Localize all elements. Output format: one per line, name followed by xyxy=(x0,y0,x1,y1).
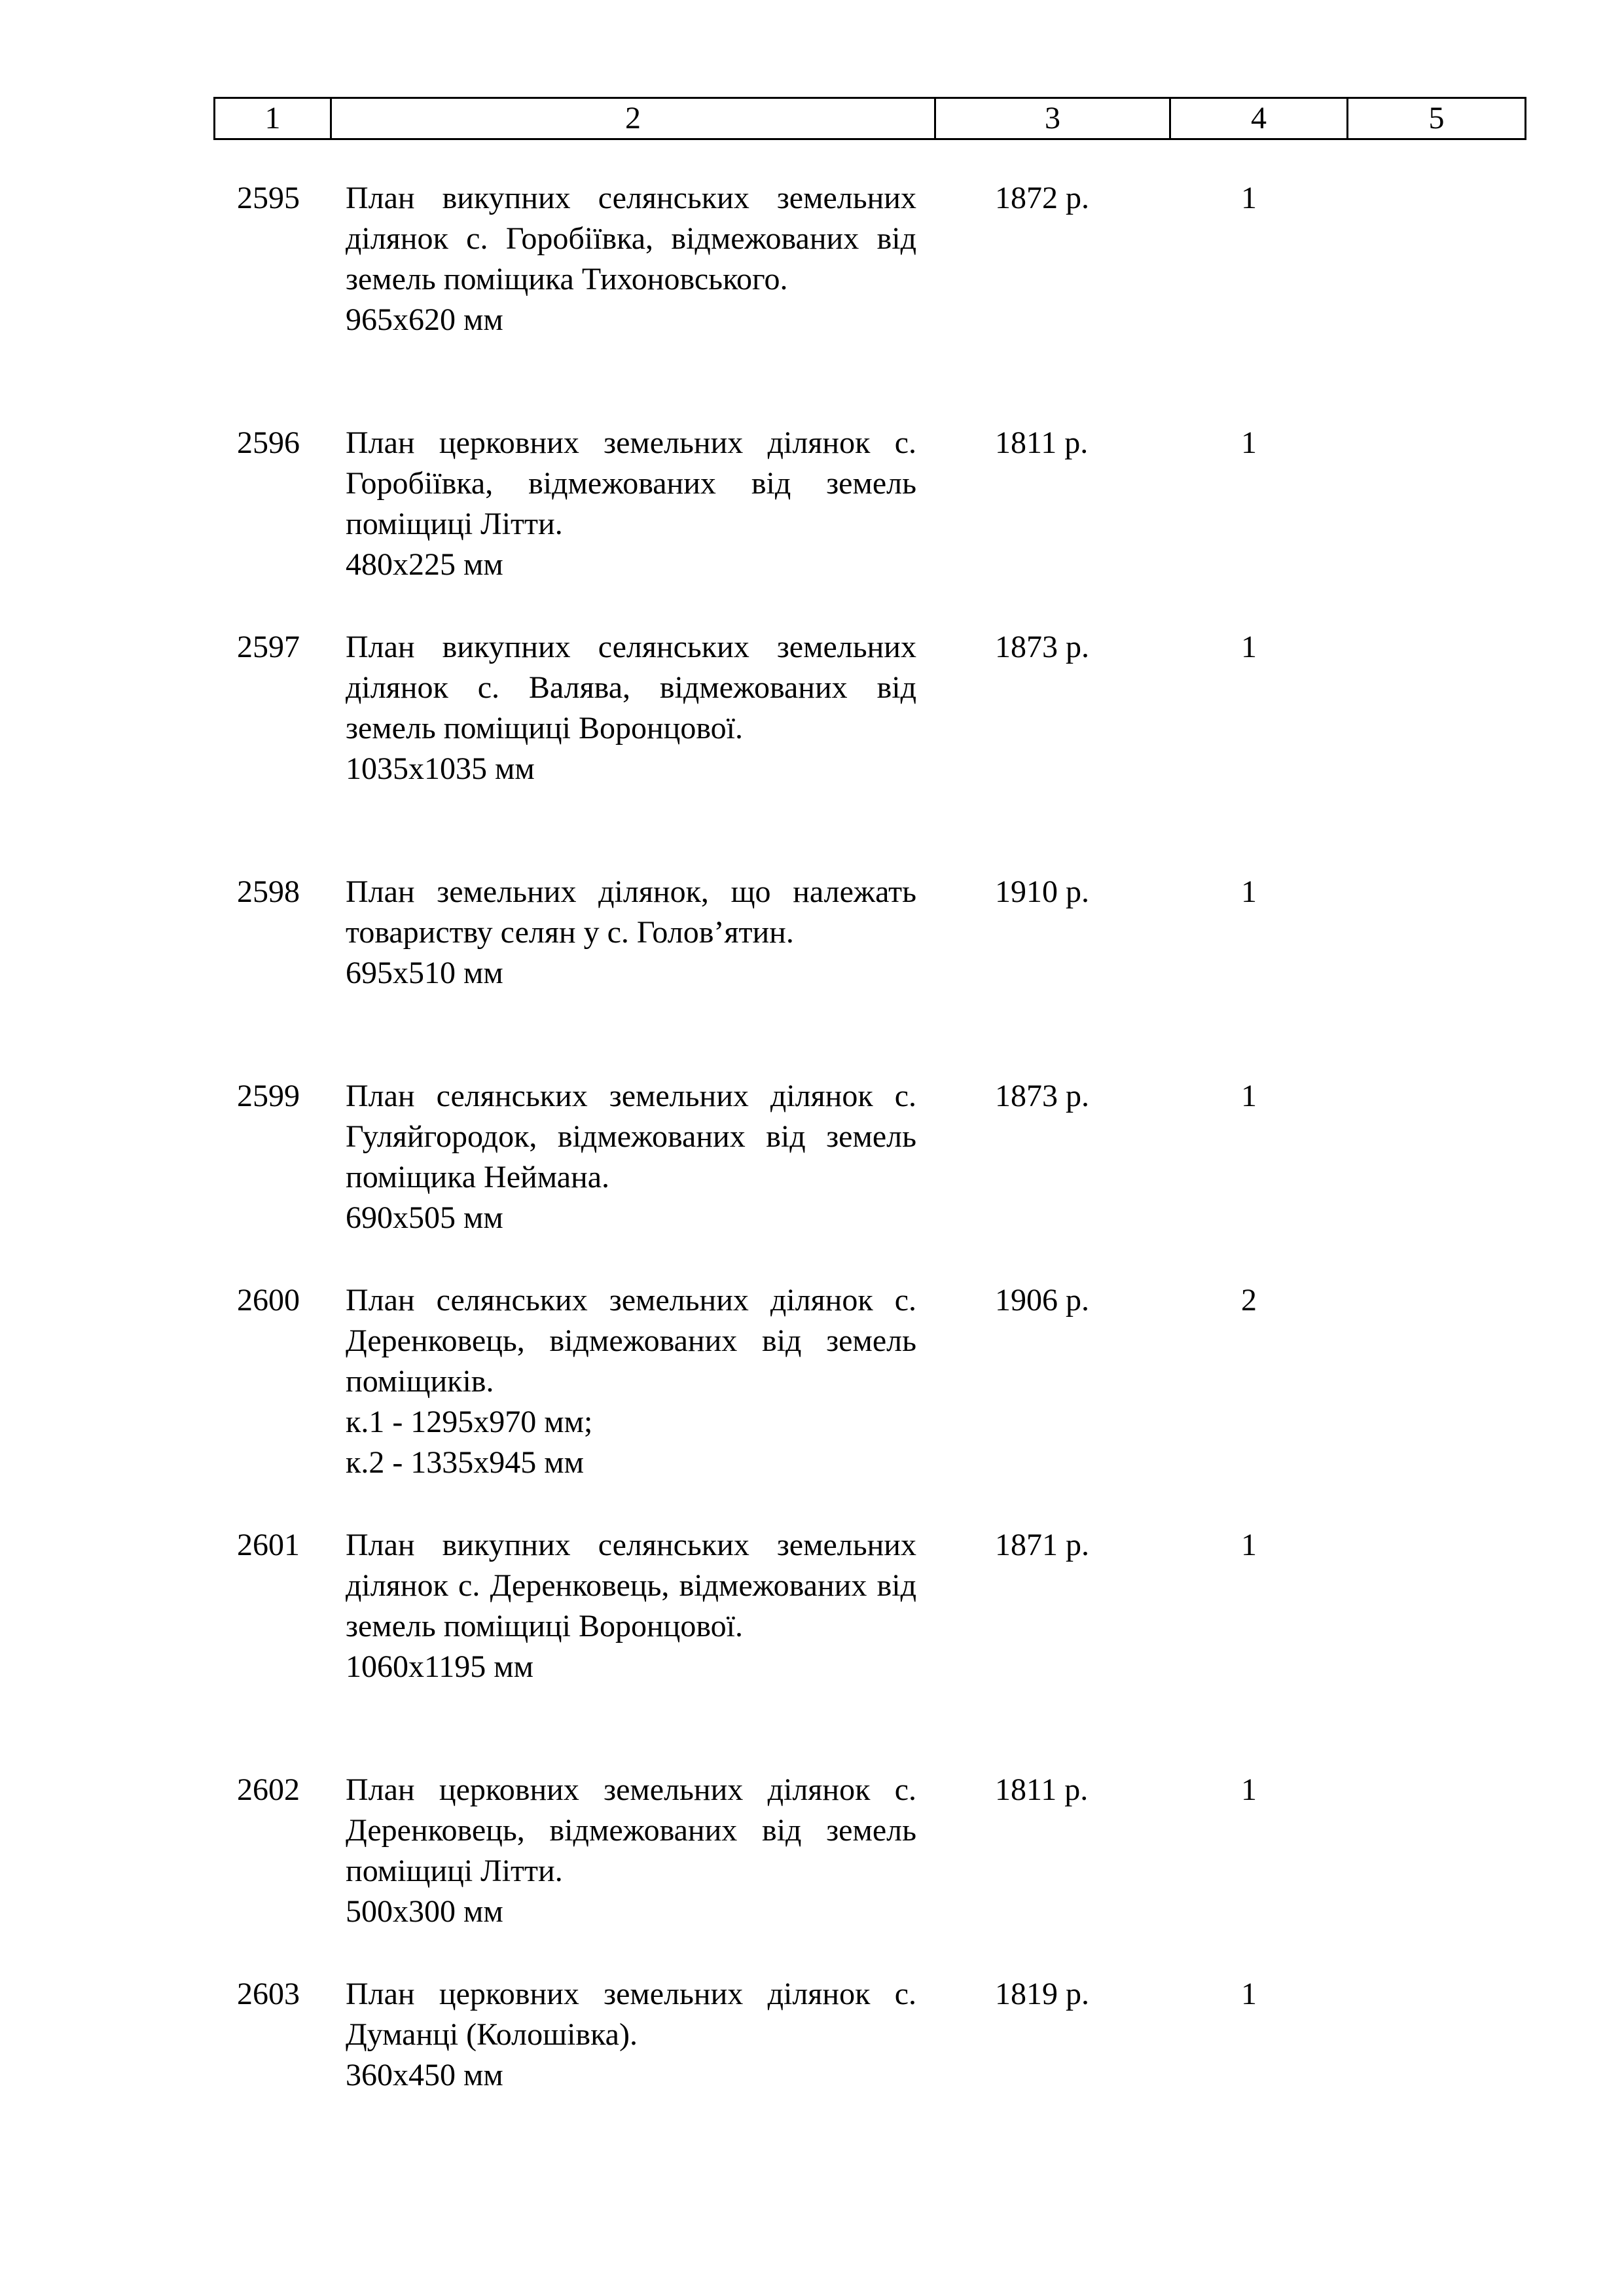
entry-size-sheet-2: к.2 - 1335х945 мм xyxy=(346,1445,585,1480)
entry-size-sheet-1: к.1 - 1295х970 мм; xyxy=(346,1405,593,1439)
entry-description-block xyxy=(346,178,916,340)
column-header-4: 4 xyxy=(1170,98,1348,139)
entry-size: 360х450 мм xyxy=(346,2058,503,2092)
entry-description: План селянських земельних ділянок с. Деренковець, відмежованих від земель поміщиків. xyxy=(346,1283,916,1399)
entry-date: 1871 р. xyxy=(995,1528,1089,1562)
entry-description: План церковних земельних ділянок с. Думанці (Колошівка). xyxy=(346,1977,916,2052)
entry-date: 1906 р. xyxy=(995,1283,1089,1318)
entry-count: 1 xyxy=(1241,181,1257,215)
entry-description: План церковних земельних ділянок с. Деренковець, відмежованих від земель поміщиці Літти. xyxy=(346,1772,916,1888)
entry-description-block xyxy=(346,1770,916,1932)
entry-description: План земельних ділянок, що належать товариству селян у с. Голов’ятин. xyxy=(346,874,916,950)
entry-count: 1 xyxy=(1241,630,1257,664)
entry-description: План церковних земельних ділянок с. Горобіївка, відмежованих від земель поміщиці Літти. xyxy=(346,425,916,541)
entry-count: 1 xyxy=(1241,1977,1257,2011)
entry-number: 2602 xyxy=(237,1772,300,1807)
entry-description-block xyxy=(346,423,916,585)
column-header-5: 5 xyxy=(1348,98,1526,139)
entry-date: 1910 р. xyxy=(995,874,1089,909)
entry-size: 695х510 мм xyxy=(346,956,503,990)
column-header-1: 1 xyxy=(215,98,331,139)
entry-number: 2601 xyxy=(237,1528,300,1562)
entry-description: План селянських земельних ділянок с. Гуляйгородок, відмежованих від земель поміщика Неймана. xyxy=(346,1079,916,1194)
entry-description: План викупних селянських земельних ділянок с. Валява, відмежованих від земель поміщиці Воронцової. xyxy=(346,630,916,745)
entry-size: 1035х1035 мм xyxy=(346,751,535,786)
entry-size: 690х505 мм xyxy=(346,1200,503,1235)
entry-description-block xyxy=(346,1076,916,1238)
entry-number: 2597 xyxy=(237,630,300,664)
entry-description: План викупних селянських земельних ділянок с. Горобіївка, відмежованих від земель поміщика Тихоновського. xyxy=(346,181,916,296)
entry-number: 2599 xyxy=(237,1079,300,1113)
entry-count: 1 xyxy=(1241,1079,1257,1113)
entry-description: План викупних селянських земельних ділянок с. Деренковець, відмежованих від земель поміщиці Воронцової. xyxy=(346,1528,916,1643)
entry-count: 2 xyxy=(1241,1283,1257,1318)
entry-description-block xyxy=(346,1974,916,2096)
entry-count: 1 xyxy=(1241,1528,1257,1562)
entry-size: 500х300 мм xyxy=(346,1894,503,1929)
entry-number: 2596 xyxy=(237,425,300,460)
entry-size: 480х225 мм xyxy=(346,547,503,582)
column-header-3: 3 xyxy=(935,98,1170,139)
column-header-table xyxy=(213,97,1526,140)
entry-date: 1873 р. xyxy=(995,630,1089,664)
entry-number: 2595 xyxy=(237,181,300,215)
entry-count: 1 xyxy=(1241,874,1257,909)
entry-date: 1811 р. xyxy=(995,425,1089,460)
entry-date: 1873 р. xyxy=(995,1079,1089,1113)
entry-size: 1060х1195 мм xyxy=(346,1649,533,1684)
entry-date: 1872 р. xyxy=(995,181,1089,215)
entry-description-block xyxy=(346,1525,916,1687)
entry-count: 1 xyxy=(1241,1772,1257,1807)
column-header-2: 2 xyxy=(331,98,935,139)
entry-number: 2603 xyxy=(237,1977,300,2011)
entry-count: 1 xyxy=(1241,425,1257,460)
entry-size: 965х620 мм xyxy=(346,302,503,337)
entry-description-block xyxy=(346,1280,916,1483)
entry-description-block xyxy=(346,627,916,789)
entry-date: 1811 р. xyxy=(995,1772,1089,1807)
entry-date: 1819 р. xyxy=(995,1977,1089,2011)
entry-number: 2600 xyxy=(237,1283,300,1318)
entry-description-block xyxy=(346,872,916,994)
entry-number: 2598 xyxy=(237,874,300,909)
column-header-row xyxy=(215,98,1526,139)
